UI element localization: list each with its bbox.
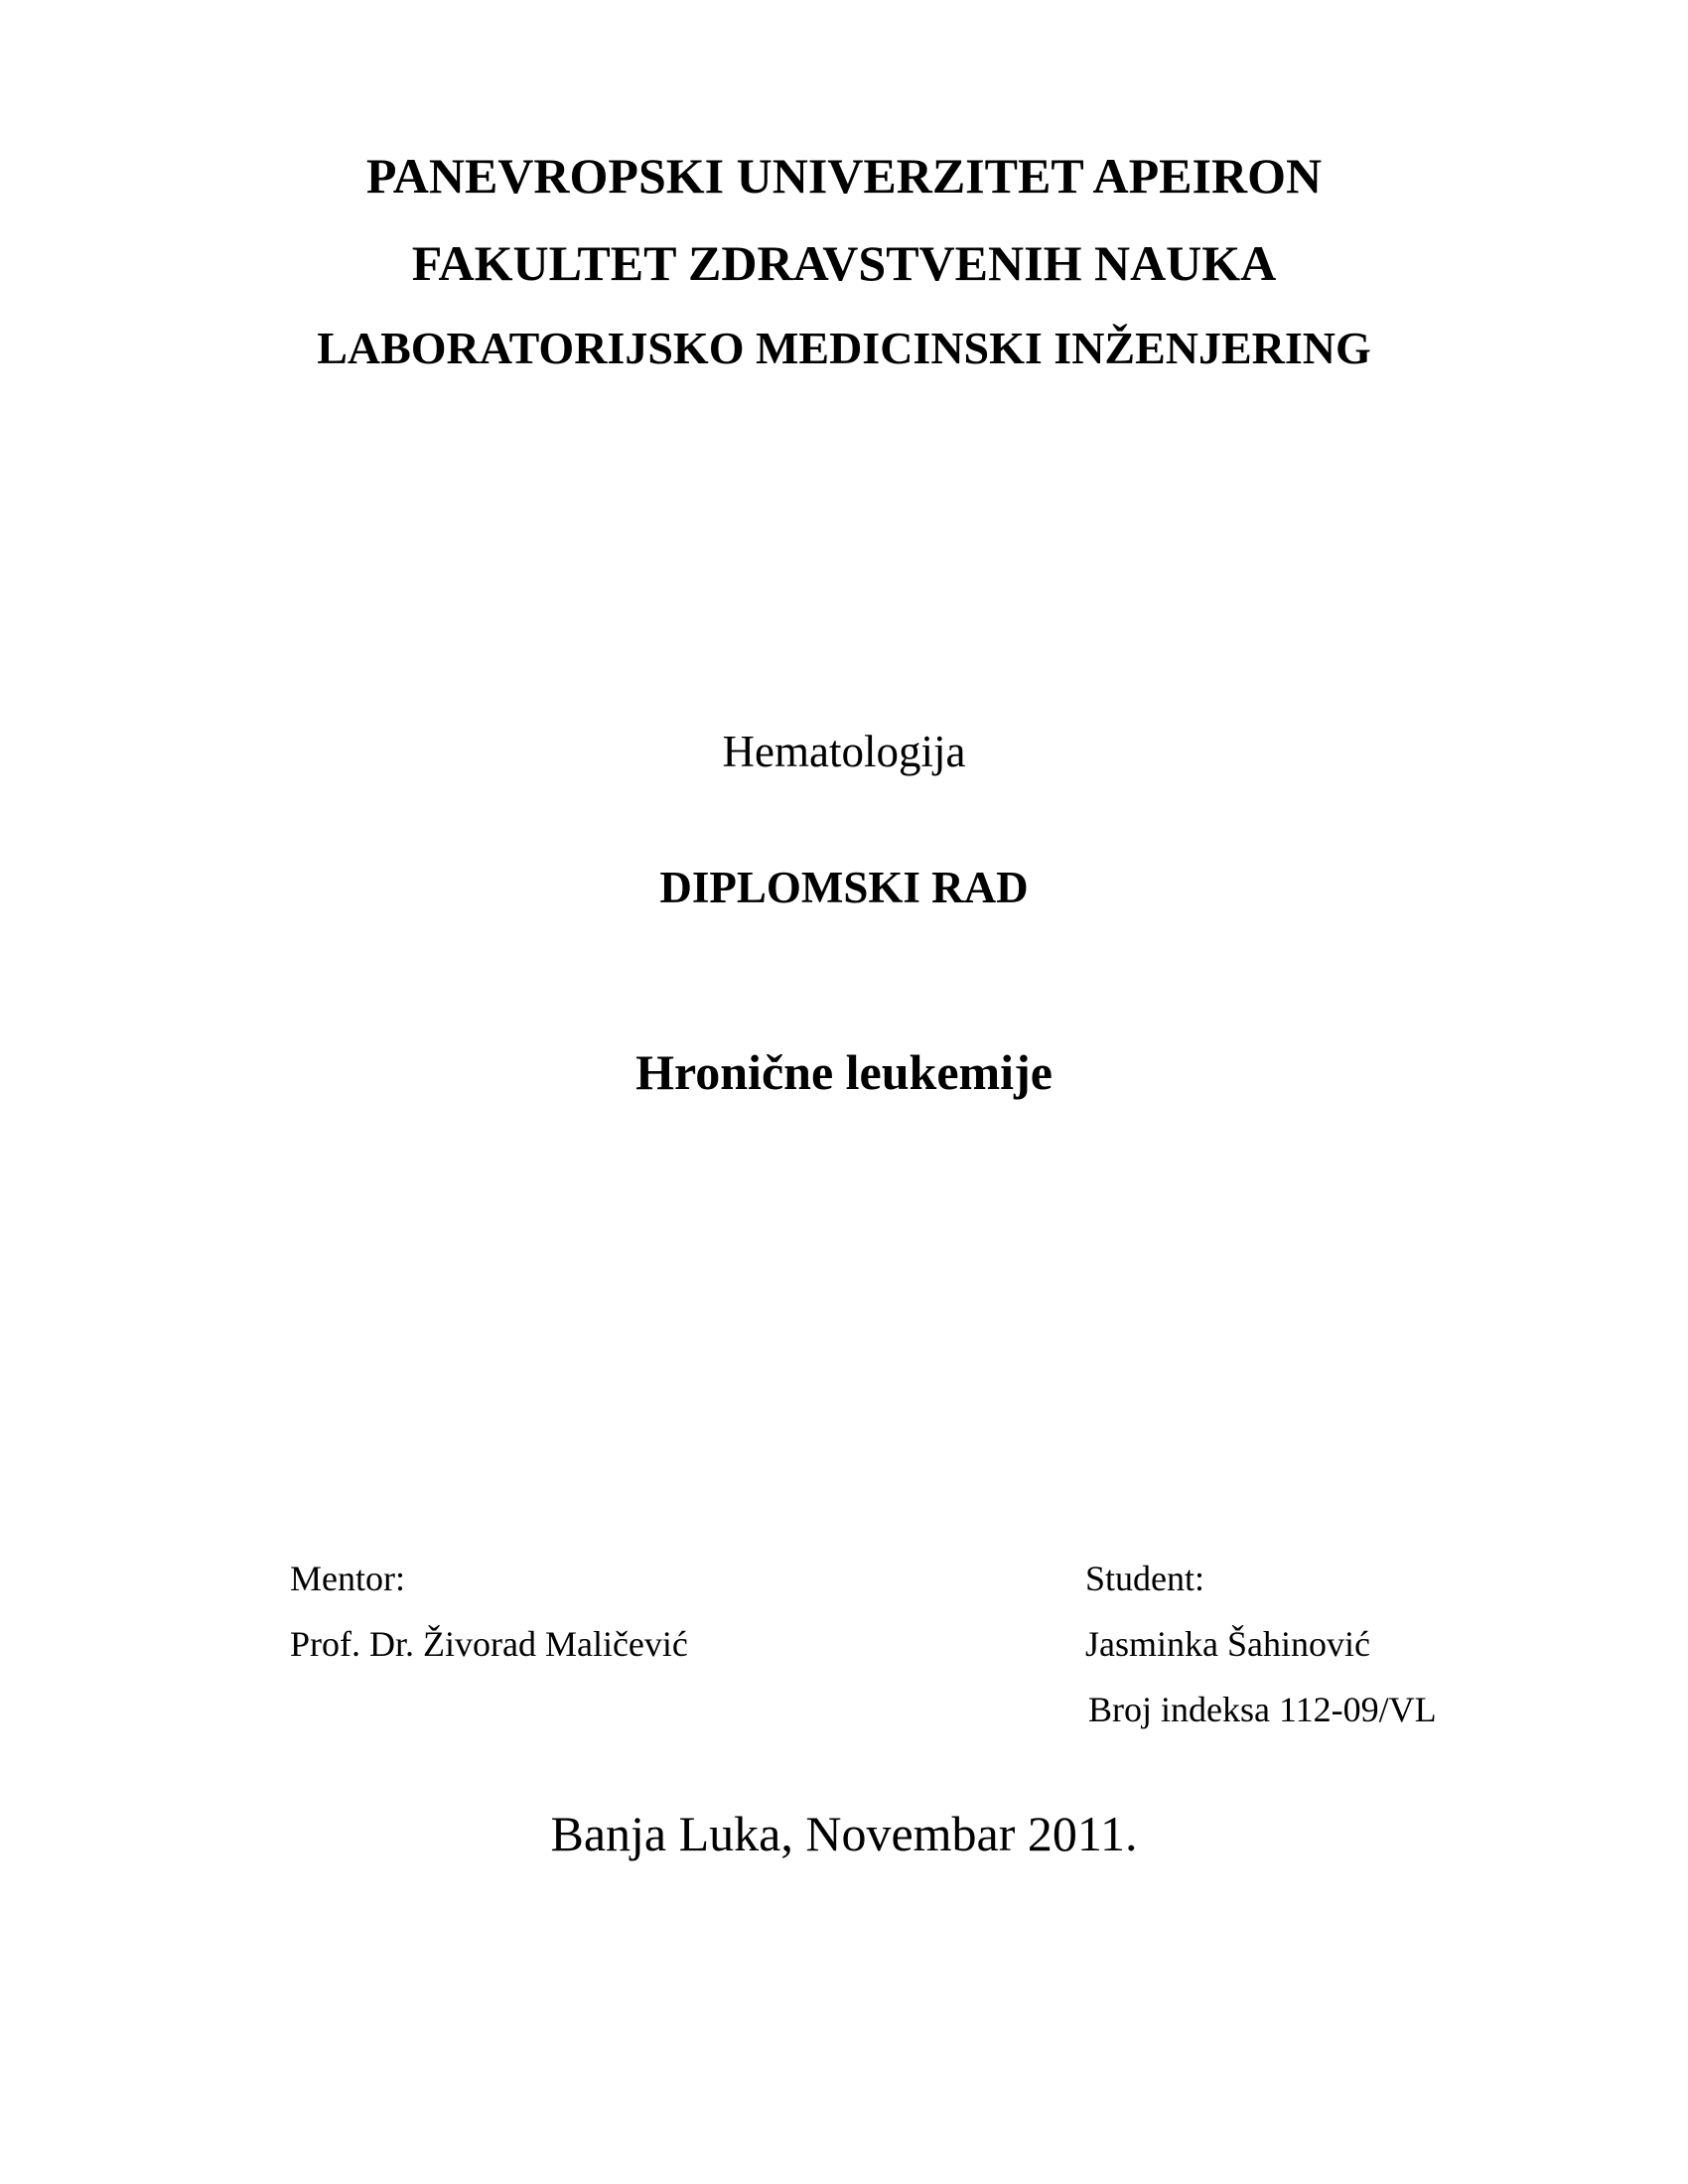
student-label: Student: [1085,1559,1205,1598]
mentor-label: Mentor: [290,1559,405,1598]
faculty-name: FAKULTET ZDRAVSTVENIH NAUKA [411,235,1277,291]
document-type: DIPLOMSKI RAD [659,863,1029,912]
student-name: Jasminka Šahinović [1085,1624,1370,1664]
thesis-title: Hronične leukemije [635,1044,1053,1100]
student-index: Broj indeksa 112-09/VL [1088,1690,1437,1729]
mentor-name: Prof. Dr. Živorad Maličević [290,1624,688,1664]
place-date: Banja Luka, Novembar 2011. [550,1806,1138,1861]
department-name: LABORATORIJSKO MEDICINSKI INŽENJERING [317,323,1371,373]
subject-name: Hematologija [722,727,966,776]
university-name: PANEVROPSKI UNIVERZITET APEIRON [365,148,1323,204]
